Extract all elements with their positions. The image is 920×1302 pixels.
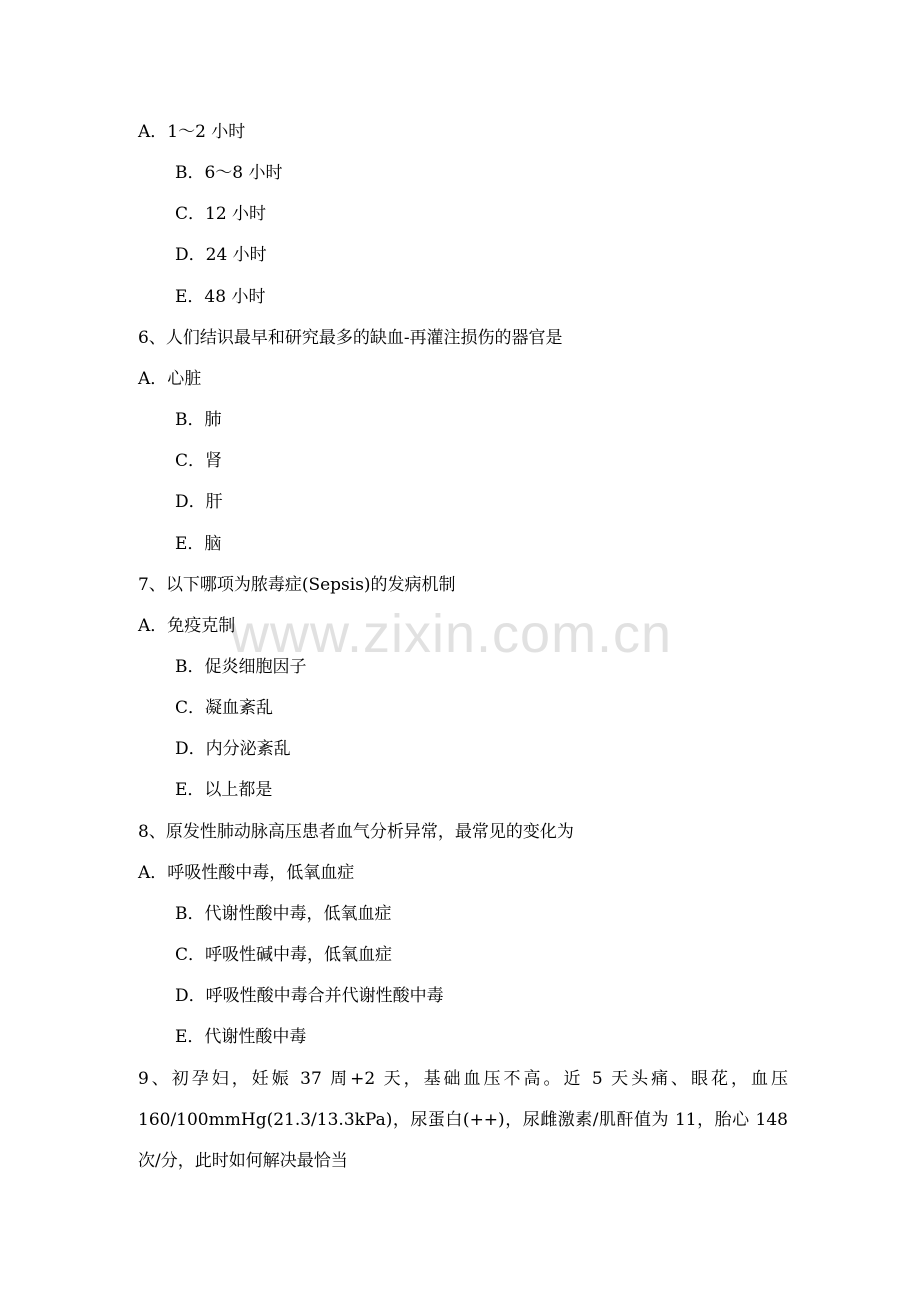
q7-stem: 7、以下哪项为脓毒症(Sepsis)的发病机制 [138,575,456,595]
q6-option-d: D．肝 [175,492,223,512]
q5-option-e: E．48 小时 [175,287,266,307]
q9-stem: 9、初孕妇，妊娠 37 周+2 天，基础血压不高。近 5 天头痛、眼花，血压 160/100mmHg(21.3/13.3kPa)，尿蛋白(++)，尿雌激素/肌酐值为 11，胎心 148 次/分，此时如何解决最恰当 [138,1069,788,1171]
q7-option-e: E．以上都是 [175,780,273,800]
q6-stem: 6、人们结识最早和研究最多的缺血-再灌注损伤的器官是 [138,328,563,348]
q6-option-e: E．脑 [175,534,222,554]
q8-stem: 8、原发性肺动脉高压患者血气分析异常，最常见的变化为 [138,822,574,842]
q8-option-a: A．呼吸性酸中毒，低氧血症 [138,863,355,883]
q5-option-c: C．12 小时 [175,204,267,224]
q6-option-a: A．心脏 [138,369,202,389]
q7-option-b: B．促炎细胞因子 [175,657,307,677]
q8-option-b: B．代谢性酸中毒，低氧血症 [175,904,392,924]
watermark: www.zixin.com.cn [230,604,673,664]
q7-option-d: D．内分泌紊乱 [175,739,291,759]
q8-option-c: C．呼吸性碱中毒，低氧血症 [175,945,393,965]
q5-option-a: A．1～2 小时 [138,122,246,142]
q5-option-b: B．6～8 小时 [175,163,283,183]
q8-option-e: E．代谢性酸中毒 [175,1027,307,1047]
q6-option-b: B．肺 [175,410,222,430]
q5-option-d: D．24 小时 [175,245,267,265]
q6-option-c: C．肾 [175,451,223,471]
q7-option-a: A．免疫克制 [138,616,236,636]
q8-option-d: D．呼吸性酸中毒合并代谢性酸中毒 [175,986,444,1006]
q7-option-c: C．凝血紊乱 [175,698,274,718]
